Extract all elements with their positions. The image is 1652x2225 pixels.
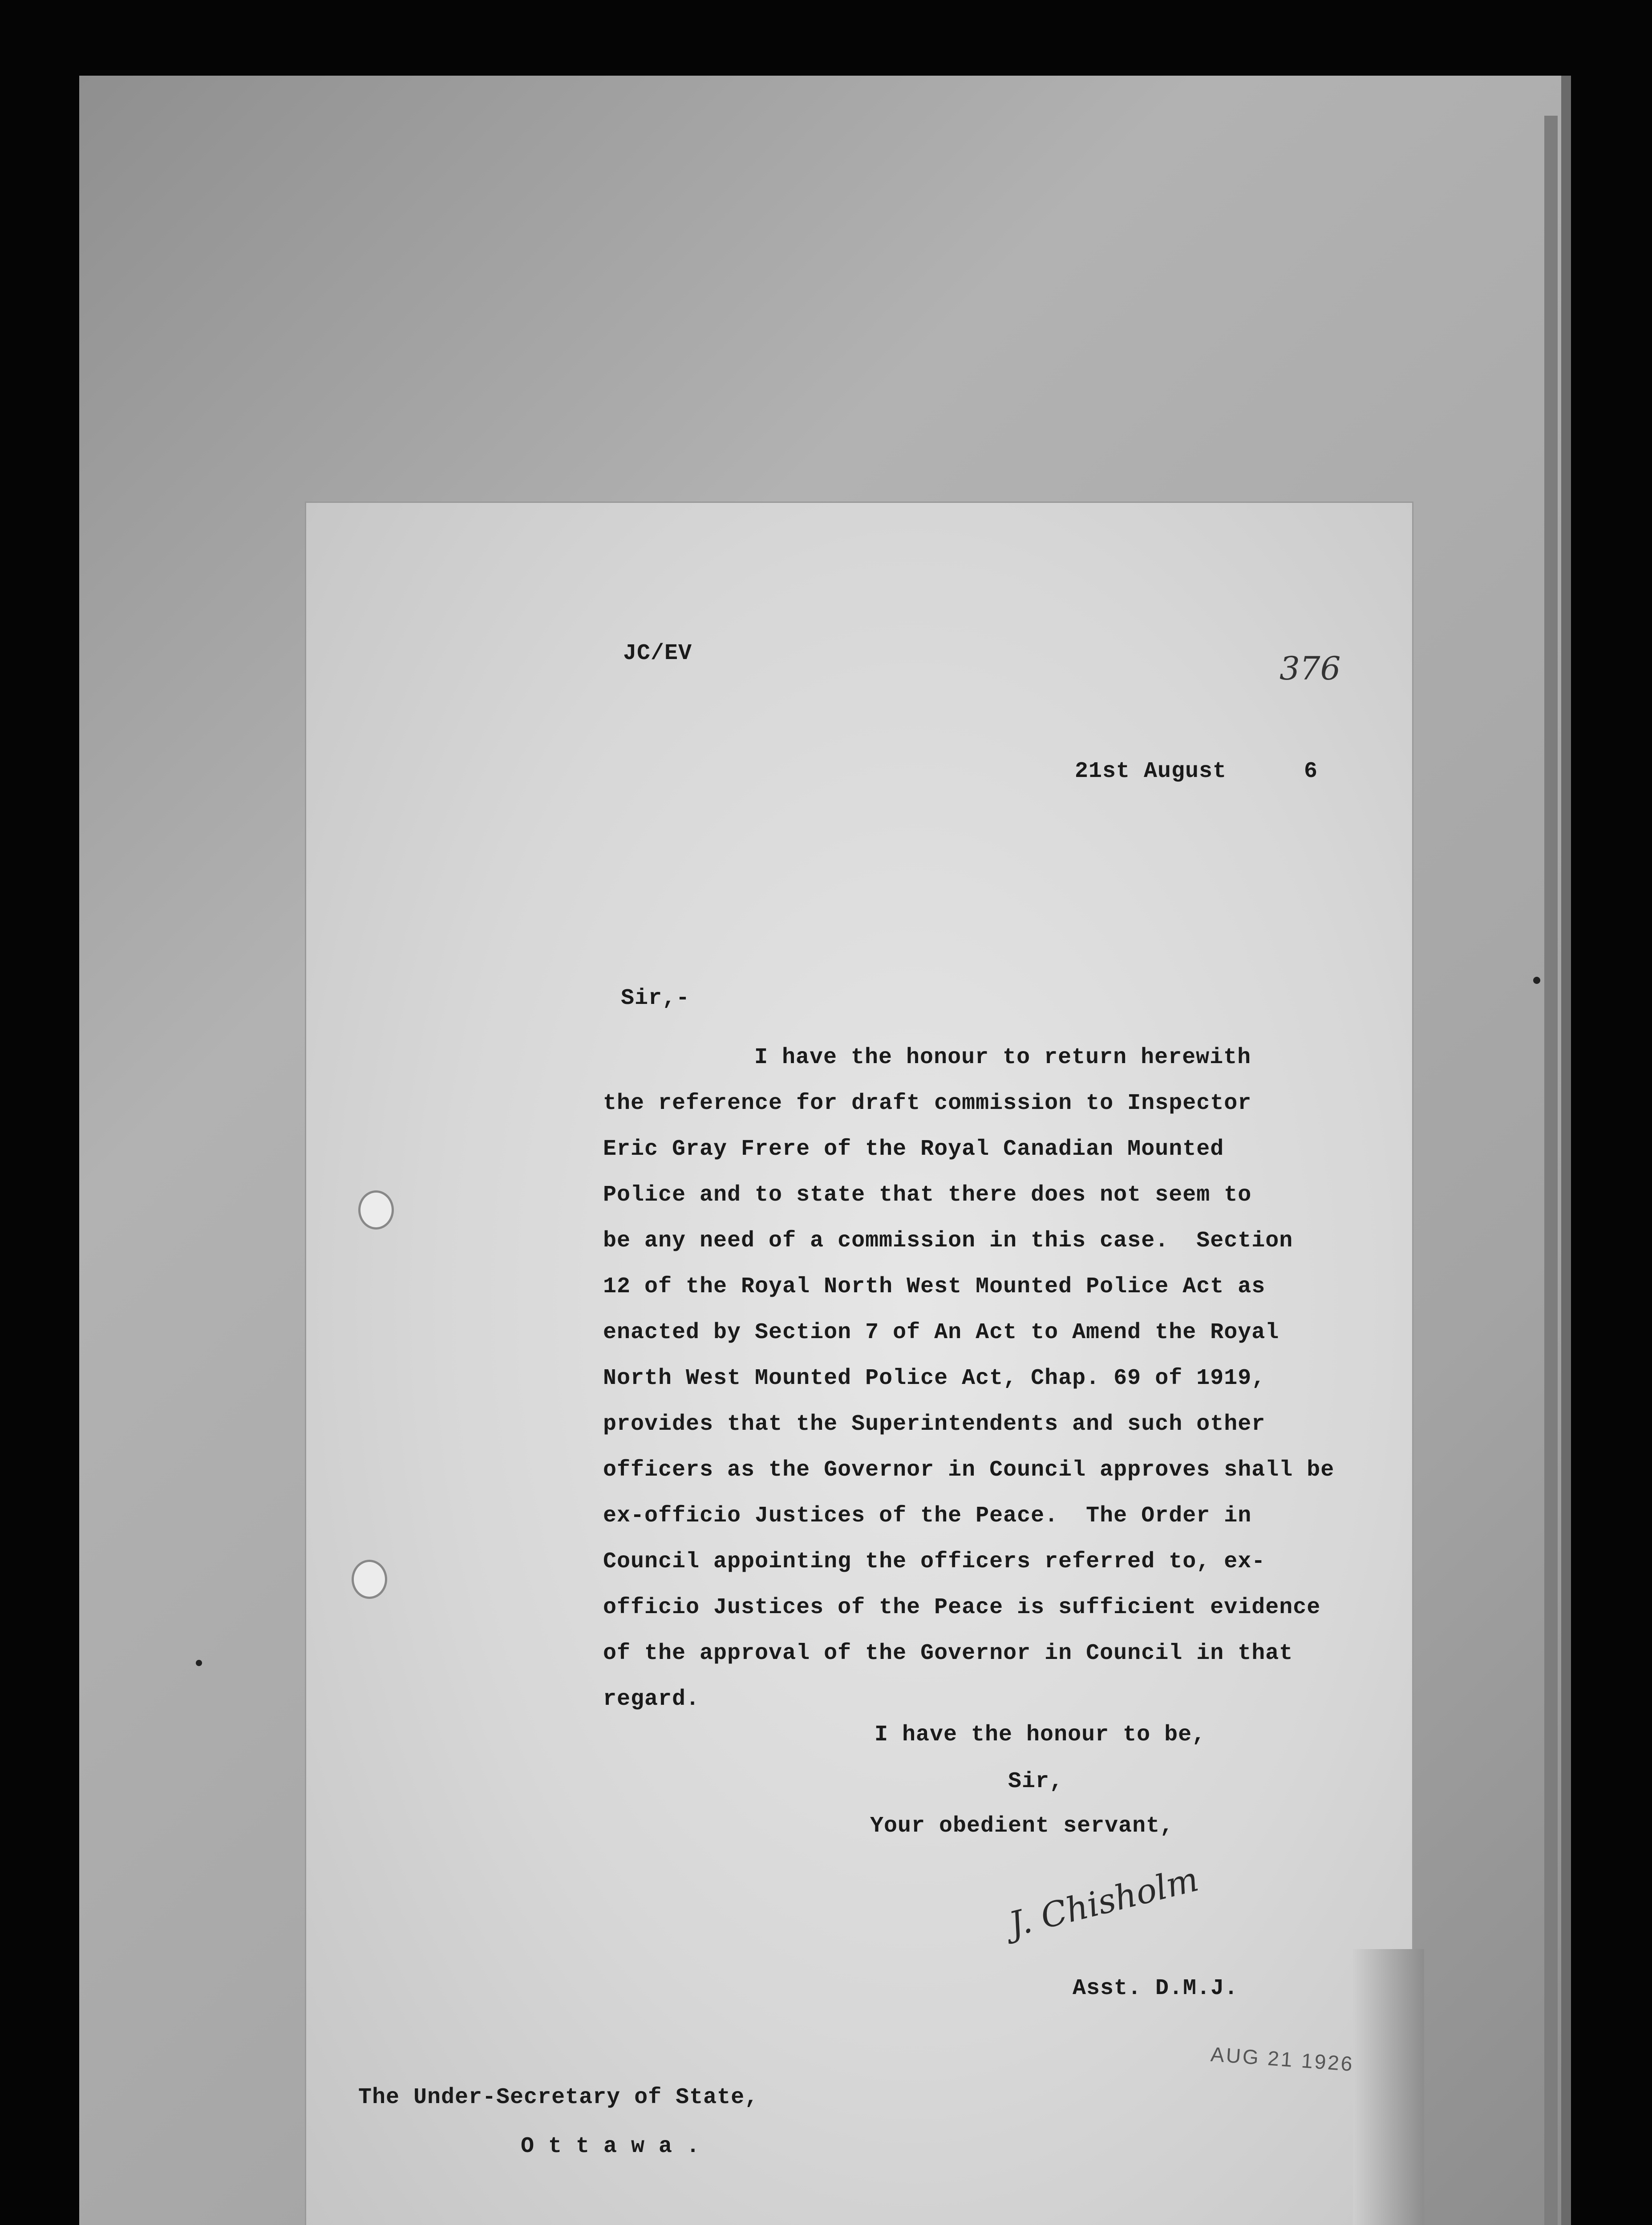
letter-curled-corner xyxy=(1353,1949,1424,2225)
body-line: Council appointing the officers referred to, ex- xyxy=(603,1549,1266,1574)
body-line: be any need of a commission in this case. Section xyxy=(603,1228,1293,1254)
received-date-stamp: AUG 21 1926 xyxy=(1210,2042,1355,2076)
closing-line-2: Sir, xyxy=(1008,1769,1064,1794)
signatory-title: Asst. D.M.J. xyxy=(1073,1976,1239,2001)
body-line: regard. xyxy=(603,1687,700,1712)
body-line: North West Mounted Police Act, Chap. 69 of 1919, xyxy=(603,1366,1266,1391)
body-line: the reference for draft commission to Inspector xyxy=(603,1091,1252,1116)
file-reference: JC/EV xyxy=(623,641,692,666)
body-line: officio Justices of the Peace is sufficient evidence xyxy=(603,1595,1321,1620)
body-line: enacted by Section 7 of An Act to Amend the Royal xyxy=(603,1320,1279,1345)
addressee-line-2: O t t a w a . xyxy=(521,2134,700,2159)
body-line: Police and to state that there does not seem to xyxy=(603,1182,1252,1208)
letter-date: 21st August xyxy=(1075,759,1227,784)
body-line: provides that the Superintendents and such other xyxy=(603,1412,1266,1437)
addressee-line-1: The Under-Secretary of State, xyxy=(358,2085,759,2110)
body-line: Eric Gray Frere of the Royal Canadian Mounted xyxy=(603,1137,1224,1162)
letter-date-suffix: 6 xyxy=(1304,759,1318,784)
body-line: of the approval of the Governor in Council in that xyxy=(603,1641,1293,1666)
body-line: officers as the Governor in Council approves shall be xyxy=(603,1457,1335,1483)
closing-line-1: I have the honour to be, xyxy=(875,1722,1206,1748)
body-line: ex-officio Justices of the Peace. The Order in xyxy=(603,1503,1252,1529)
signature: J. Chisholm xyxy=(1005,1859,1203,1944)
film-speck xyxy=(196,1660,202,1666)
punch-hole-top xyxy=(358,1190,394,1230)
punch-hole-bottom xyxy=(352,1560,387,1599)
body-line: 12 of the Royal North West Mounted Police Act as xyxy=(603,1274,1266,1299)
body-line: I have the honour to return herewith xyxy=(754,1045,1251,1070)
letter-body xyxy=(603,1035,1334,1722)
salutation: Sir,- xyxy=(621,986,690,1011)
backing-sheet-edge xyxy=(1544,116,1558,2225)
folio-number: 376 xyxy=(1279,650,1341,687)
closing-line-3: Your obedient servant, xyxy=(870,1813,1174,1839)
film-speck xyxy=(1533,977,1540,984)
